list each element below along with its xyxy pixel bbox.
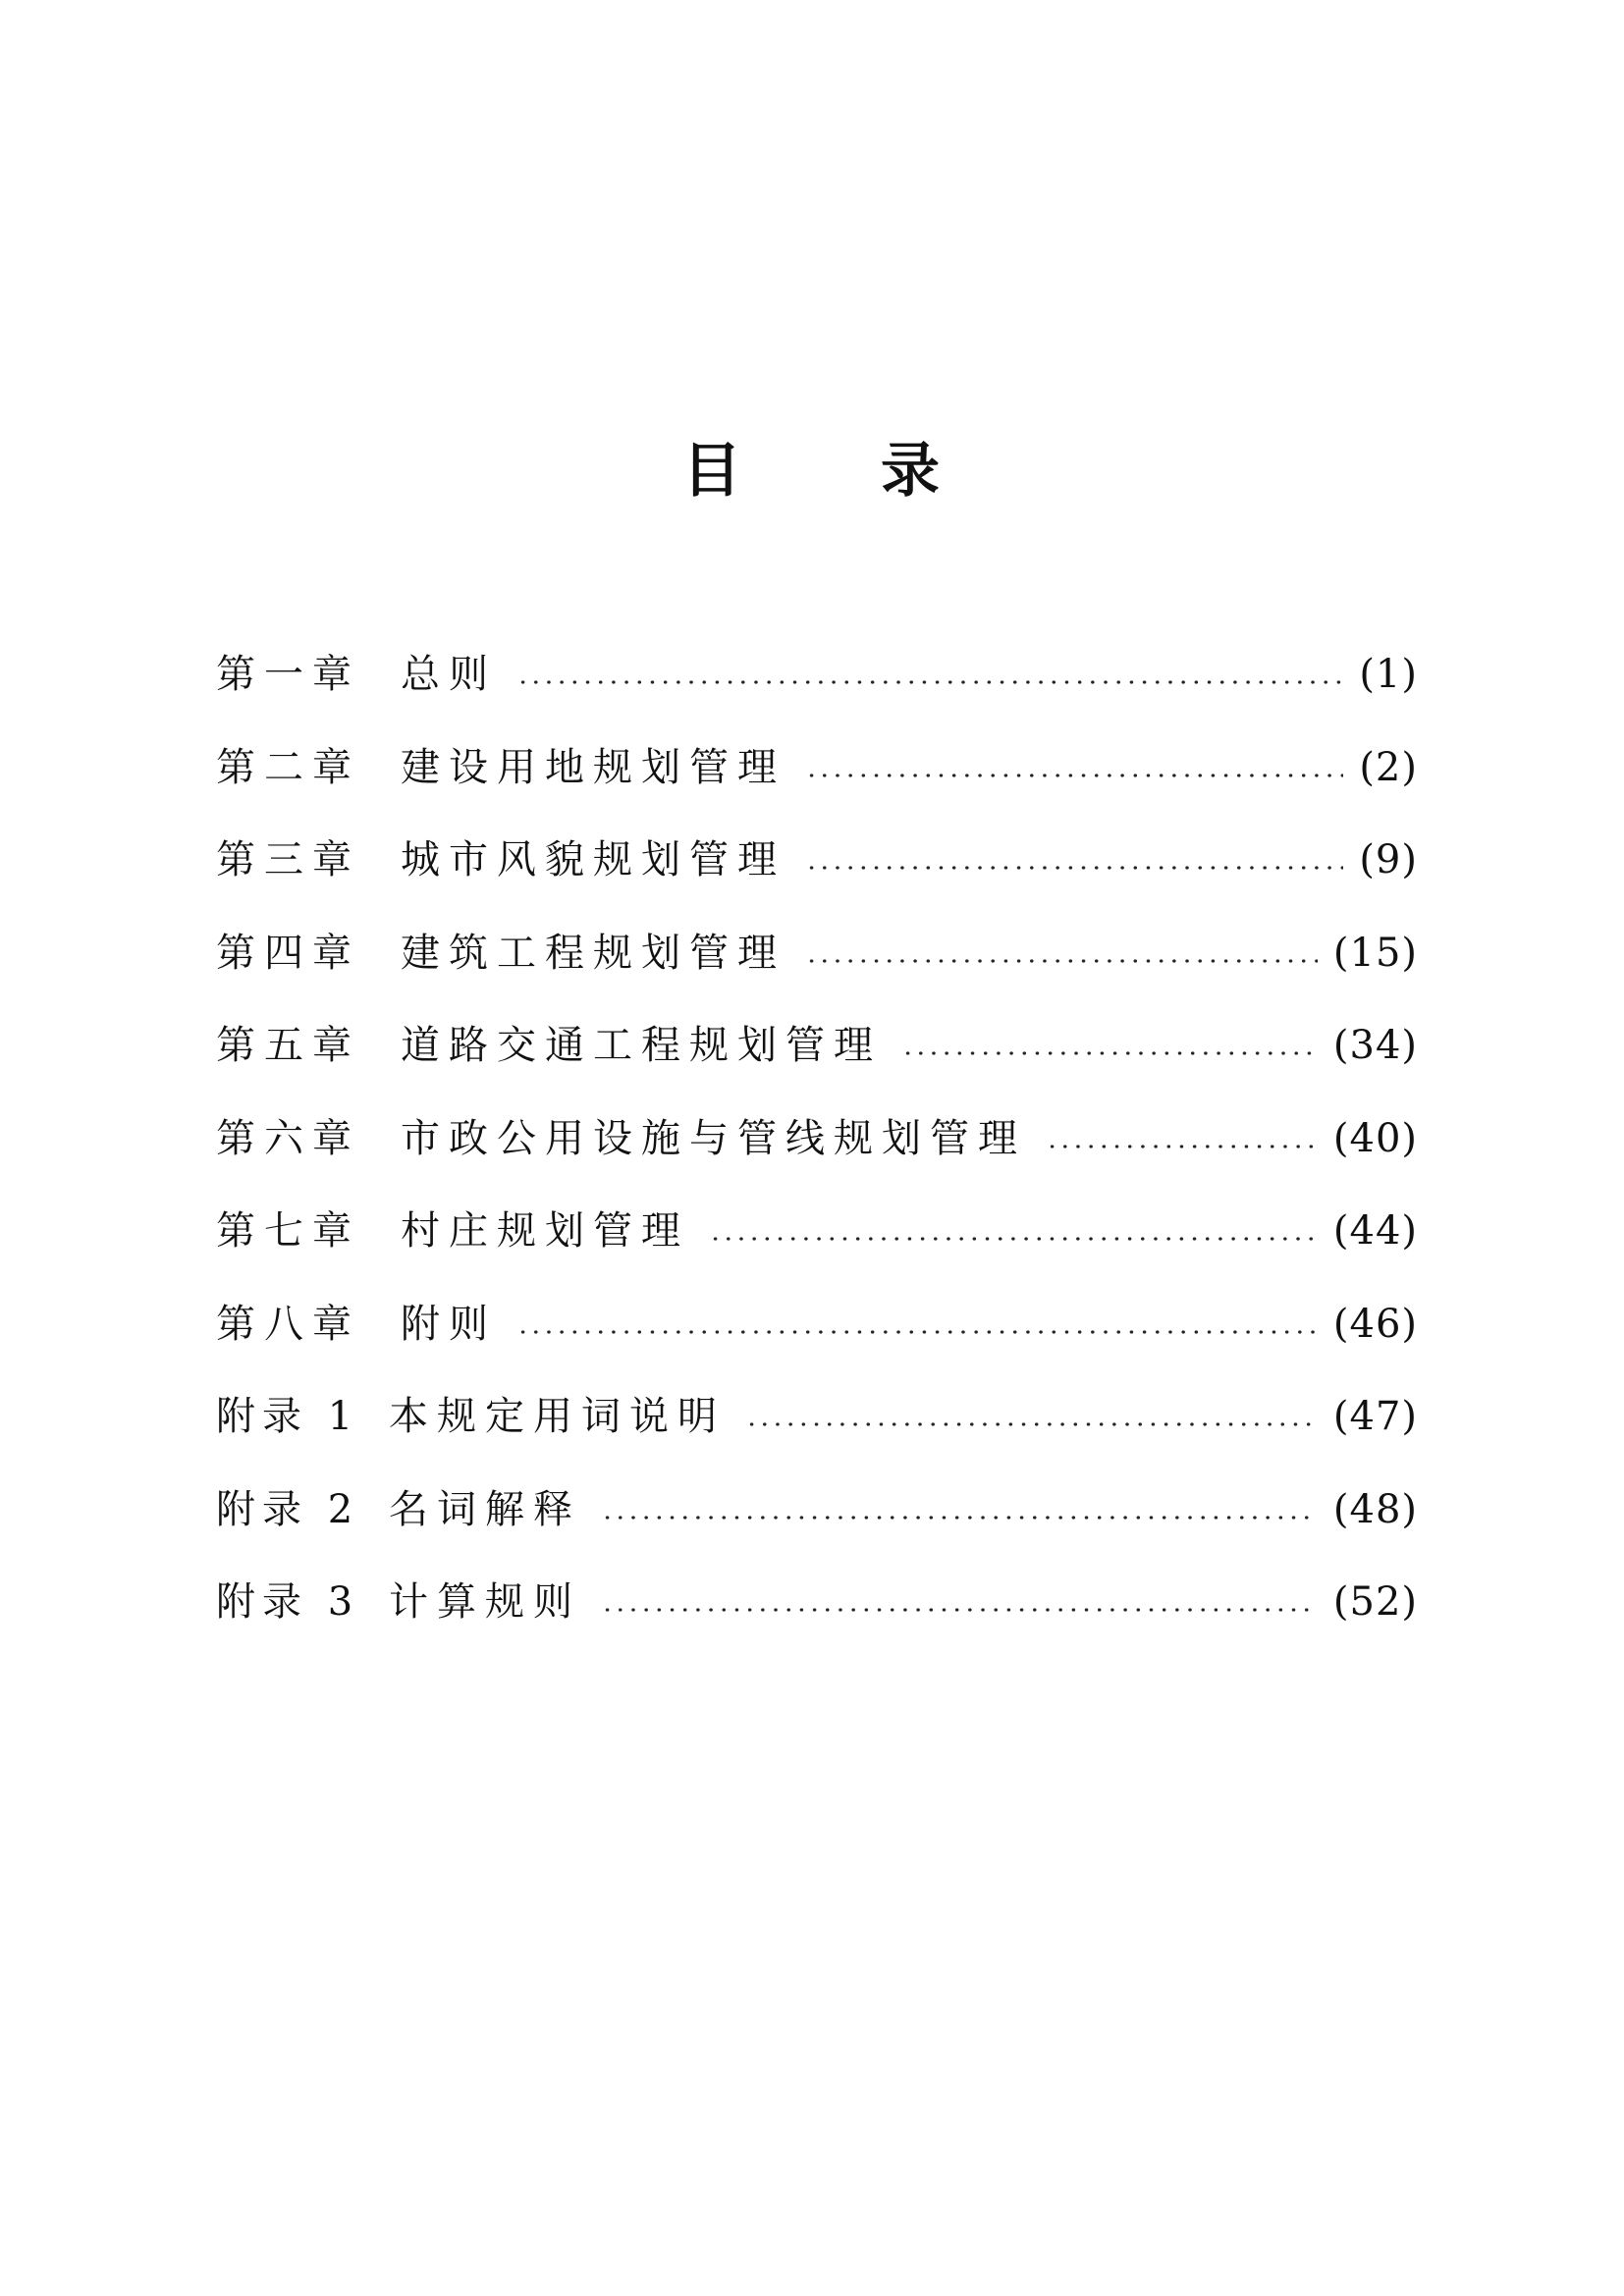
toc-entry-page-number: (48)	[1332, 1486, 1418, 1532]
toc-entry-title: 附则	[401, 1301, 497, 1347]
toc-entry-label: 第四章	[216, 930, 360, 976]
toc-entry-page-number: (47)	[1332, 1394, 1418, 1440]
toc-entry-page-number: (40)	[1332, 1115, 1418, 1161]
toc-dot-leader	[799, 924, 1324, 983]
toc-entry-label: 附录 3	[216, 1579, 360, 1626]
toc-dot-leader	[739, 1387, 1324, 1446]
toc-entry-page-number: (52)	[1332, 1579, 1418, 1626]
toc-entry-page-number: (34)	[1332, 1023, 1418, 1069]
toc-entry-title: 计算规则	[389, 1579, 581, 1626]
page-title	[0, 432, 1624, 510]
toc-entry[interactable]	[216, 1556, 1418, 1649]
toc-entry-title: 建筑工程规划管理	[401, 930, 785, 976]
toc-entry[interactable]	[216, 628, 1418, 721]
toc-dot-leader	[511, 645, 1349, 704]
toc-dot-leader	[895, 1016, 1324, 1075]
toc-entry-page-number: (44)	[1332, 1208, 1418, 1255]
toc-entry-page-number: (9)	[1359, 837, 1418, 883]
toc-entry-title: 道路交通工程规划管理	[401, 1023, 882, 1069]
toc-dot-leader	[799, 830, 1349, 889]
title-char-2: 录	[881, 437, 942, 506]
title-char-1: 目	[682, 437, 743, 506]
toc-entry[interactable]	[216, 721, 1418, 815]
toc-entry[interactable]	[216, 814, 1418, 907]
toc-entry-label: 第二章	[216, 744, 360, 790]
toc-entry-title: 本规定用词说明	[389, 1394, 726, 1440]
toc-entry-label: 附录 2	[216, 1486, 360, 1532]
toc-entry-label: 第八章	[216, 1301, 360, 1347]
toc-entry-label: 第一章	[216, 652, 360, 698]
toc-entry[interactable]	[216, 1093, 1418, 1186]
toc-entry-label: 第七章	[216, 1208, 360, 1255]
toc-dot-leader	[1040, 1109, 1324, 1168]
toc-entry-page-number: (46)	[1332, 1301, 1418, 1347]
toc-dot-leader	[799, 738, 1349, 797]
toc-dot-leader	[703, 1201, 1324, 1260]
toc-entry[interactable]	[216, 999, 1418, 1093]
toc-entry-title: 市政公用设施与管线规划管理	[401, 1115, 1026, 1161]
toc-dot-leader	[511, 1295, 1324, 1354]
toc-entry-label: 附录 1	[216, 1394, 360, 1440]
toc-dot-leader	[595, 1480, 1324, 1539]
table-of-contents	[216, 628, 1418, 1649]
toc-entry[interactable]	[216, 907, 1418, 1000]
toc-entry[interactable]	[216, 1370, 1418, 1464]
toc-entry-title: 建设用地规划管理	[401, 744, 785, 790]
toc-entry-label: 第六章	[216, 1115, 360, 1161]
toc-entry-label: 第三章	[216, 837, 360, 883]
toc-entry[interactable]	[216, 1185, 1418, 1278]
toc-entry[interactable]	[216, 1464, 1418, 1557]
toc-entry-title: 名词解释	[389, 1486, 581, 1532]
toc-entry-page-number: (15)	[1332, 930, 1418, 976]
toc-entry-title: 村庄规划管理	[401, 1208, 689, 1255]
toc-entry-title: 城市风貌规划管理	[401, 837, 785, 883]
toc-entry-page-number: (1)	[1359, 652, 1418, 698]
toc-entry-title: 总则	[401, 652, 497, 698]
toc-entry[interactable]	[216, 1278, 1418, 1371]
toc-entry-page-number: (2)	[1359, 744, 1418, 790]
toc-dot-leader	[595, 1573, 1324, 1631]
toc-entry-label: 第五章	[216, 1023, 360, 1069]
